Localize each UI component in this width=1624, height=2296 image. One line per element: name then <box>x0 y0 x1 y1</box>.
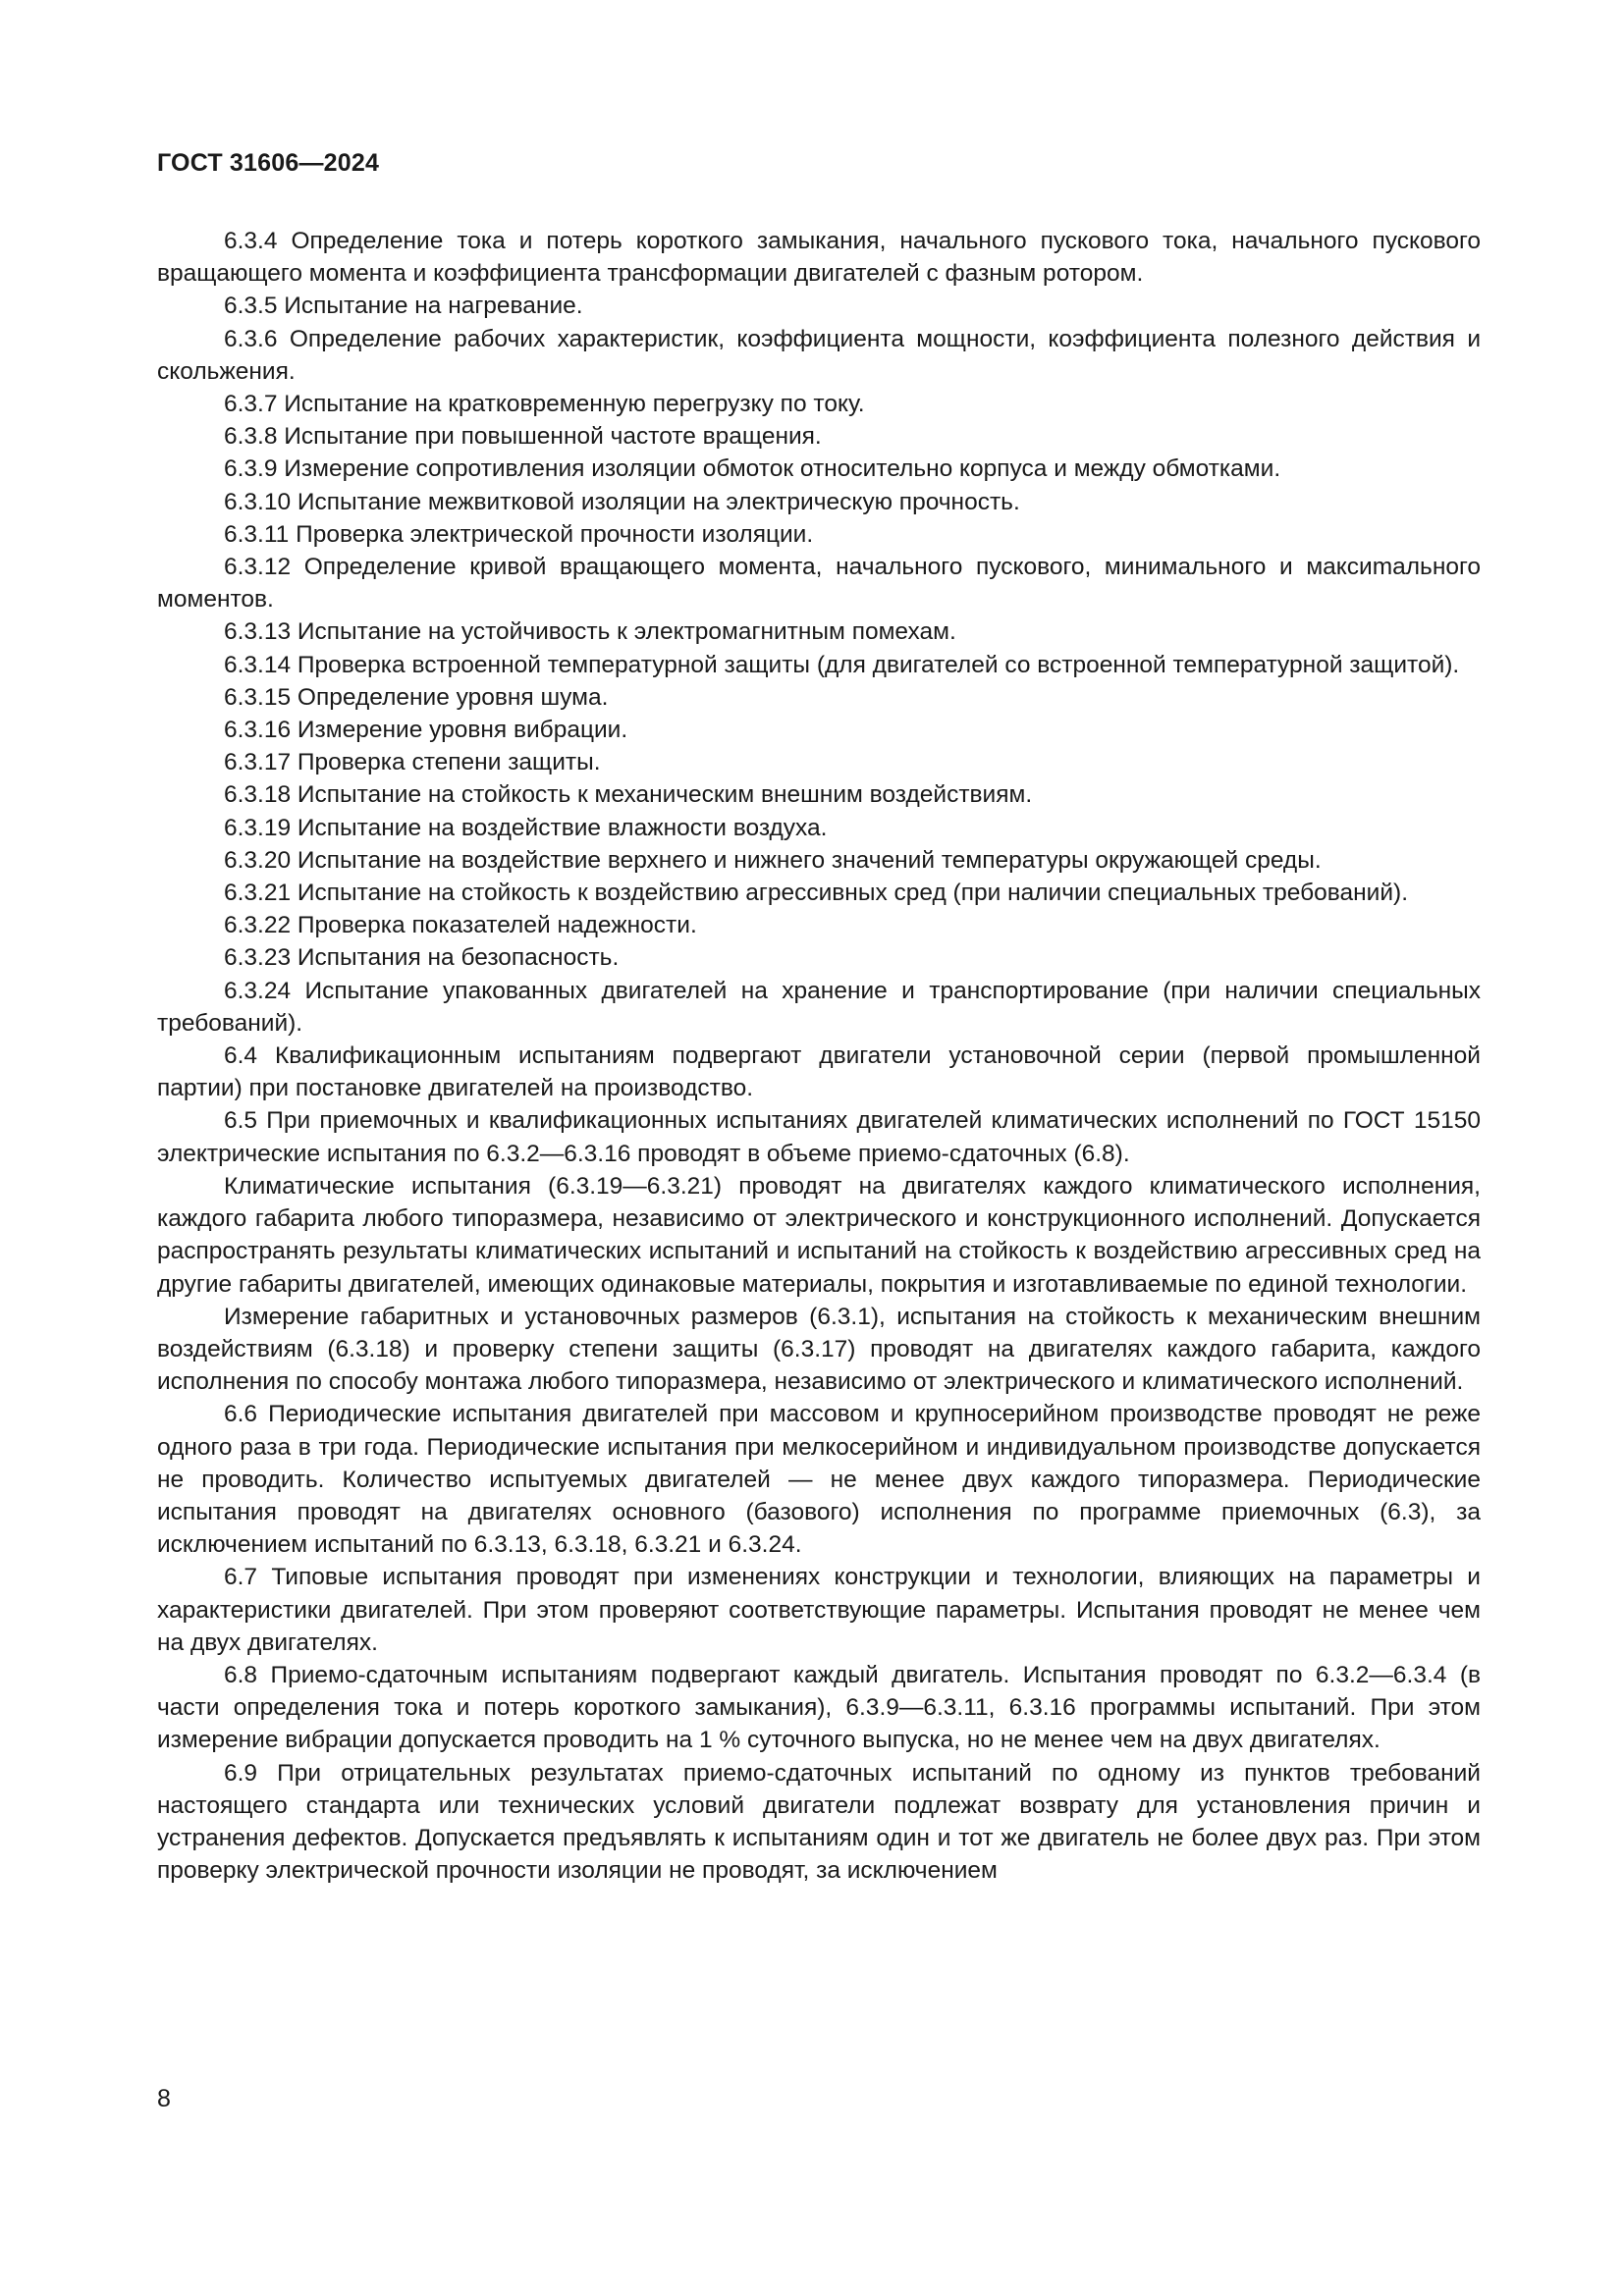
paragraph: 6.3.24 Испытание упакованных двигателей на хранение и транспортирование (при наличии специальных требований). <box>157 977 1481 1037</box>
paragraph: 6.3.9 Измерение сопротивления изоляции обмоток относительно корпуса и между обмотками. <box>224 455 1281 483</box>
paragraph: 6.4 Квалификационным испытаниям подвергают двигатели установочной серии (первой промышленной партии) при постановке двигателей на производство. <box>157 1042 1481 1102</box>
paragraph: 6.3.18 Испытание на стойкость к механическим внешним воздействиям. <box>224 781 1033 809</box>
page-number: 8 <box>157 2085 171 2112</box>
paragraph: 6.6 Периодические испытания двигателей при массовом и крупносерийном производстве проводят не реже одного раза в три года. Периодические испытания при мелкосерийном и индивидуальном производстве допускается не проводить. Количество испытуемых двигателей — не менее двух каждого типоразмера. Периодические испытания проводят на двигателях основного (базового) исполнения по программе приемочных (6.3), за исключением испытаний по 6.3.13, 6.3.18, 6.3.21 и 6.3.24. <box>157 1401 1481 1559</box>
paragraph: 6.8 Приемо-сдаточным испытаниям подвергают каждый двигатель. Испытания проводят по 6.3.2—6.3.4 (в части определения тока и потерь короткого замыкания), 6.3.9—6.3.11, 6.3.16 программы испытаний. При этом измерение вибрации допускается проводить на 1 % суточного выпуска, но не менее чем на двух двигателях. <box>157 1661 1481 1754</box>
paragraph: 6.3.5 Испытание на нагревание. <box>224 293 583 320</box>
paragraph: 6.3.21 Испытание на стойкость к воздействию агрессивных сред (при наличии специальных требований). <box>224 880 1409 907</box>
paragraph: 6.3.20 Испытание на воздействие верхнего и нижнего значений температуры окружающей среды. <box>224 846 1322 874</box>
paragraph: 6.3.11 Проверка электрической прочности изоляции. <box>224 520 814 548</box>
paragraph: 6.3.23 Испытания на безопасность. <box>224 944 620 972</box>
paragraph: 6.3.17 Проверка степени защиты. <box>224 749 601 776</box>
document-body <box>157 225 1481 1887</box>
paragraph: 6.3.6 Определение рабочих характеристик, коэффициента мощности, коэффициента полезного действия и скольжения. <box>157 325 1481 385</box>
paragraph: 6.3.7 Испытание на кратковременную перегрузку по току. <box>224 391 865 418</box>
paragraph: Климатические испытания (6.3.19—6.3.21) проводят на двигателях каждого климатического исполнения, каждого габарита любого типоразмера, независимо от электрического и конструкционного исполнений. Допускается распространять результаты климатических испытаний и испытаний на стойкость к воздействию агрессивных сред на другие габариты двигателей, имеющих одинаковые материалы, покрытия и изготавливаемые по единой технологии. <box>157 1172 1481 1298</box>
paragraph: Измерение габаритных и установочных размеров (6.3.1), испытания на стойкость к механическим внешним воздействиям (6.3.18) и проверку степени защиты (6.3.17) проводят на двигателях каждого габарита, каждого исполнения по способу монтажа любого типоразмера, независимо от электрического и климатического исполнений. <box>157 1303 1481 1396</box>
paragraph: 6.5 При приемочных и квалификационных испытаниях двигателей климатических исполнений по ГОСТ 15150 электрические испытания по 6.3.2—6.3.16 проводят в объеме приемо-сдаточных (6.8). <box>157 1107 1481 1167</box>
paragraph: 6.3.15 Определение уровня шума. <box>224 683 609 711</box>
paragraph: 6.3.22 Проверка показателей надежности. <box>224 912 697 939</box>
paragraph: 6.3.4 Определение тока и потерь короткого замыкания, начального пускового тока, начального пускового вращающего момента и коэффициента трансформации двигателей с фазным ротором. <box>157 228 1481 288</box>
paragraph: 6.3.16 Измерение уровня вибрации. <box>224 717 628 744</box>
paragraph: 6.3.8 Испытание при повышенной частоте вращения. <box>224 423 822 451</box>
paragraph: 6.3.14 Проверка встроенной температурной защиты (для двигателей со встроенной температурной защитой). <box>224 651 1460 678</box>
paragraph: 6.3.10 Испытание межвитковой изоляции на электрическую прочность. <box>224 488 1020 515</box>
paragraph: 6.3.12 Определение кривой вращающего момента, начального пускового, минимального и максиmального моментов. <box>157 554 1481 614</box>
paragraph: 6.7 Типовые испытания проводят при изменениях конструкции и технологии, влияющих на параметры и характеристики двигателей. При этом проверяют соответствующие параметры. Испытания проводят не менее чем на двух двигателях. <box>157 1564 1481 1656</box>
paragraph: 6.9 При отрицательных результатах приемо-сдаточных испытаний по одному из пунктов требований настоящего стандарта или технических условий двигатели подлежат возврату для установления причин и устранения дефектов. Допускается предъявлять к испытаниям один и тот же двигатель не более двух раз. При этом проверку электрической прочности изоляции не проводят, за исключением <box>157 1759 1481 1885</box>
paragraph: 6.3.19 Испытание на воздействие влажности воздуха. <box>224 814 828 841</box>
paragraph: 6.3.13 Испытание на устойчивость к электромагнитным помехам. <box>224 618 956 646</box>
document-header: ГОСТ 31606—2024 <box>157 149 380 177</box>
